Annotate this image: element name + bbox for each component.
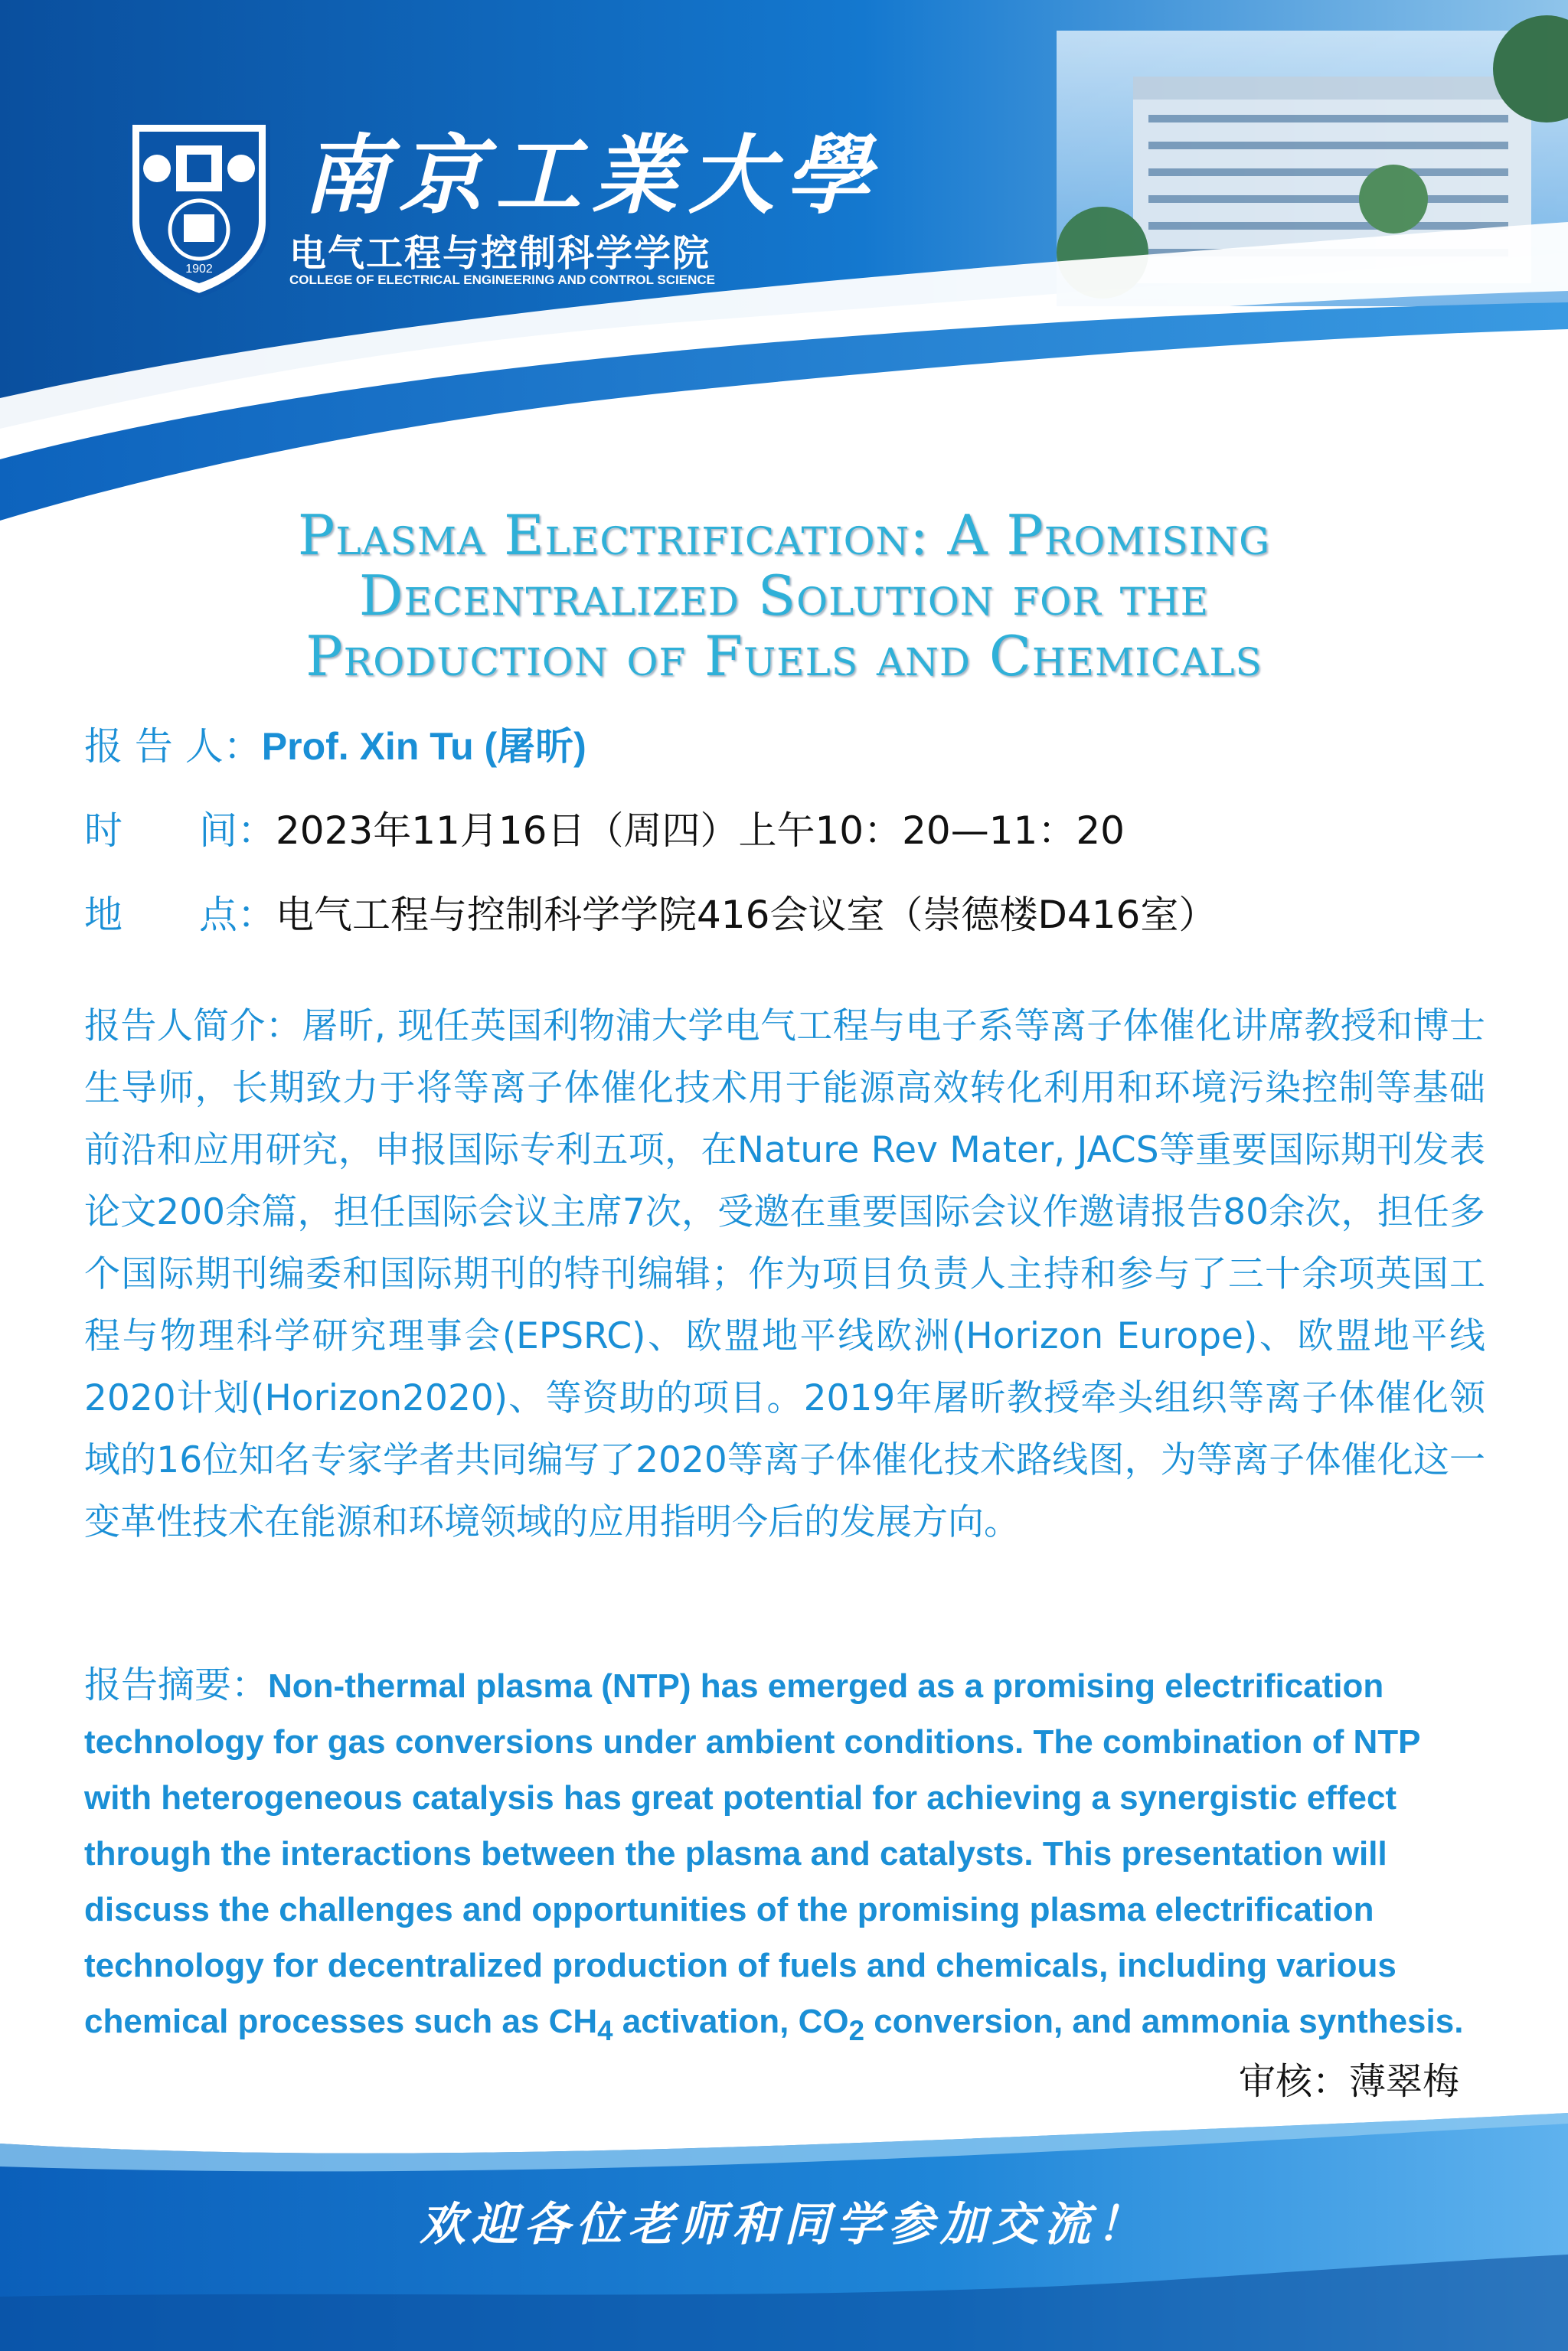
title-line-3: Production of Fuels and Chemicals <box>305 624 1263 688</box>
speaker-row <box>84 716 586 771</box>
university-logo <box>122 115 276 299</box>
time-label: 时 间： <box>84 808 276 853</box>
abstract-label: 报告摘要： <box>84 1664 269 1706</box>
bio-text: 屠昕, 现任英国利物浦大学电气工程与电子系等离子体催化讲席教授和博士生导师，长期致力于将等离子体催化技术用于能源高效转化利用和环境污染控制等基础前沿和应用研究，申报国际专利五项，在Nature Rev Mater, JACS等重要国际期刊发表论文200余篇，担任国际会议主席7次，受邀在重要国际会议作邀请报告80余次，担任多个国际期刊编委和国际期刊的特刊编辑；作为项目负责人主持和参与了三十余项英国工程与物理科学研究理事会(EPSRC)、欧盟地平线欧洲(Horizon Europe)、欧盟地平线2020计划(Horizon2020)、等资助的项目。2019年屠昕教授牵头组织等离子体催化领域的16位知名专家学者共同编写了2020等离子体催化技术路线图，为等离子体催化这一变革性技术在能源和环境领域的应用指明今后的发展方向。 <box>84 1005 1485 1543</box>
abstract-text: Non-thermal plasma (NTP) has emerged as a promising electrification technology for gas conversions under ambient conditions. The combination of NTP with heterogeneous catalysis has great potential for achieving a synergistic effect through the interactions between the plasma and catalysts. This presentation will discuss the challenges and opportunities of the promising plasma electrification technology for decentralized production of fuels and chemicals, including various chemical processes such as $CH_4$ activation, $CO_2$ conversion, and ammonia synthesis. <box>84 1667 1464 2046</box>
bio-label: 报告人简介： <box>84 1005 302 1047</box>
welcome-slogan: 欢迎各位老师和同学参加交流！ <box>420 2198 1148 2251</box>
college-name-cn: 电气工程与控制科学学院 <box>289 232 711 275</box>
time-value: 2023年11月16日（周四）上午10：20—11：20 <box>276 808 1125 853</box>
time-row <box>84 800 1125 855</box>
college-name-en: COLLEGE OF ELECTRICAL ENGINEERING AND CONTROL SCIENCE <box>289 273 715 287</box>
speaker-bio <box>84 995 1485 1553</box>
university-name-cn: 南京工業大學 <box>302 126 881 226</box>
logo-year: 1902 <box>185 263 213 276</box>
place-value: 电气工程与控制科学学院416会议室（崇德楼D416室） <box>276 893 1217 937</box>
reviewer: 审核：薄翠梅 <box>1239 2060 1460 2103</box>
place-label: 地 点： <box>84 893 276 937</box>
talk-abstract <box>84 1657 1485 2059</box>
speaker-value: Prof. Xin Tu (屠昕) <box>261 725 586 768</box>
title-line-2: Decentralized Solution for the <box>358 563 1210 628</box>
speaker-label: 报 告 人： <box>84 724 262 769</box>
place-row <box>84 884 1217 939</box>
title-line-1: Plasma Electrification: A Promising <box>297 503 1271 567</box>
talk-title <box>0 505 1568 687</box>
